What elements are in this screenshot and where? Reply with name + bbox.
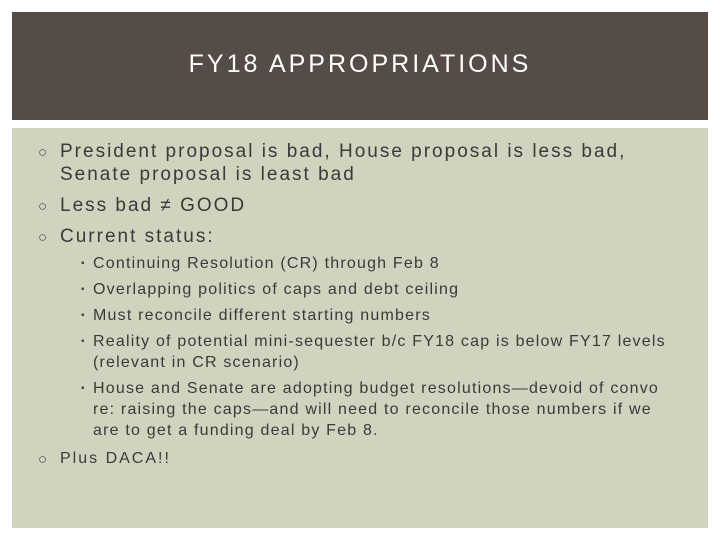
sub-bullet-item [48,378,684,441]
title-bar [12,12,708,120]
square-bullet-icon: ▪ [81,336,85,347]
sub-bullet-text: House and Senate are adopting budget resolutions—devoid of convo re: raising the caps—and will need to reconcile those numbers if we are to get a funding deal by Feb 8. [93,380,660,439]
bullet-item [38,225,684,248]
circle-bullet-icon: ○ [38,451,48,468]
bullet-text: Plus DACA!! [60,450,171,467]
sub-bullet-item [48,279,684,300]
bullet-text: Current status: [60,226,215,247]
sub-bullet-item [48,331,684,373]
bullet-text: President proposal is bad, House proposal is less bad, Senate proposal is least bad [60,141,627,185]
sub-bullet-text: Must reconcile different starting numbers [93,307,431,324]
content-area [12,128,708,528]
circle-bullet-icon: ○ [38,198,48,215]
square-bullet-icon: ▪ [81,284,85,295]
sub-bullet-list [48,253,684,441]
circle-bullet-icon: ○ [38,144,48,161]
bullet-item [38,447,684,470]
sub-bullet-item [48,253,684,274]
bullet-item [38,194,684,217]
sub-bullet-item [48,305,684,326]
square-bullet-icon: ▪ [81,310,85,321]
sub-bullet-text: Continuing Resolution (CR) through Feb 8 [93,255,440,272]
bullet-text: Less bad ≠ GOOD [60,195,247,216]
sub-bullet-text: Overlapping politics of caps and debt ceiling [93,281,460,298]
square-bullet-icon: ▪ [81,258,85,269]
square-bullet-icon: ▪ [81,383,85,394]
bullet-item [38,140,684,186]
circle-bullet-icon: ○ [38,229,48,246]
sub-bullet-text: Reality of potential mini-sequester b/c FY18 cap is below FY17 levels (relevant in CR scenario) [93,333,666,371]
slide-title: FY18 APPROPRIATIONS [188,49,532,78]
